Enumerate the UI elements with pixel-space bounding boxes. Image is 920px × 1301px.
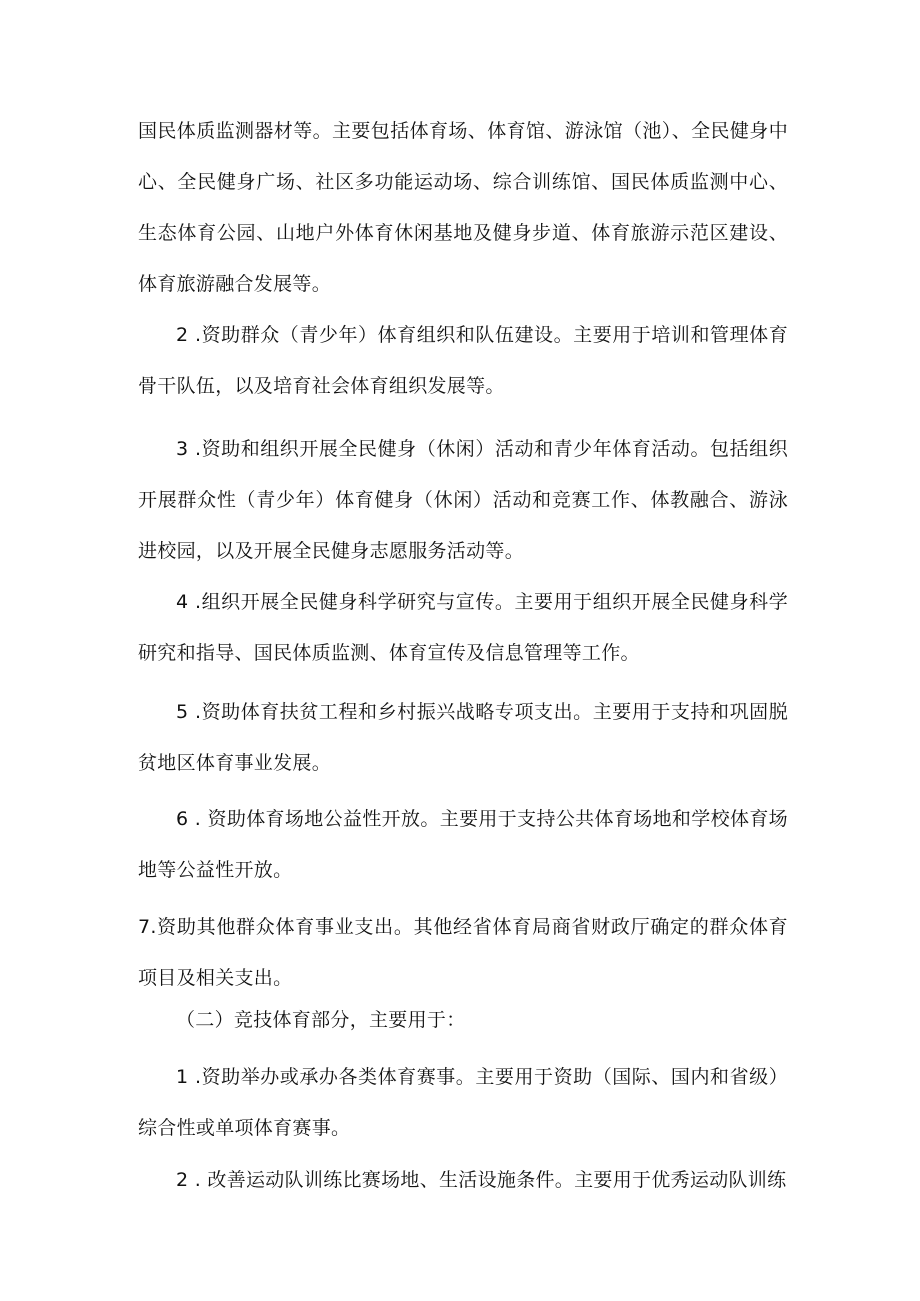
paragraph-competitive-item-1-events: 1 .资助举办或承办各类体育赛事。主要用于资助（国际、国内和省级）综合性或单项体育赛事。: [138, 1066, 788, 1139]
paragraph-item-6-opening: 6 . 资助体育场地公益性开放。主要用于支持公共体育场地和学校体育场地等公益性开放。: [138, 808, 788, 881]
paragraph-item-4-research: 4 .组织开展全民健身科学研究与宣传。主要用于组织开展全民健身科学研究和指导、国民体质监测、体育宣传及信息管理等工作。: [138, 591, 788, 664]
paragraph-competitive-item-2-facilities: 2 . 改善运动队训练比赛场地、生活设施条件。主要用于优秀运动队训练: [176, 1169, 787, 1191]
paragraph-item-2-organizations: 2 .资助群众（青少年）体育组织和队伍建设。主要用于培训和管理体育骨干队伍，以及培育社会体育组织发展等。: [138, 324, 788, 397]
paragraph-item-5-poverty: 5 .资助体育扶贫工程和乡村振兴战略专项支出。主要用于支持和巩固脱贫地区体育事业发展。: [138, 701, 788, 774]
section-heading-competitive-sports: （二）竞技体育部分，主要用于：: [176, 1009, 466, 1031]
paragraph-item-3-activities: 3 .资助和组织开展全民健身（休闲）活动和青少年体育活动。包括组织开展群众性（青少年）体育健身（休闲）活动和竞赛工作、体教融合、游泳进校园，以及开展全民健身志愿服务活动等。: [138, 438, 788, 562]
paragraph-facilities-continued: 国民体质监测器材等。主要包括体育场、体育馆、游泳馆（池）、全民健身中心、全民健身广场、社区多功能运动场、综合训练馆、国民体质监测中心、生态体育公园、山地户外体育休闲基地及健身步道、体育旅游示范区建设、体育旅游融合发展等。: [138, 120, 788, 295]
paragraph-item-7-other: 7.资助其他群众体育事业支出。其他经省体育局商省财政厅确定的群众体育项目及相关支出。: [138, 916, 788, 989]
